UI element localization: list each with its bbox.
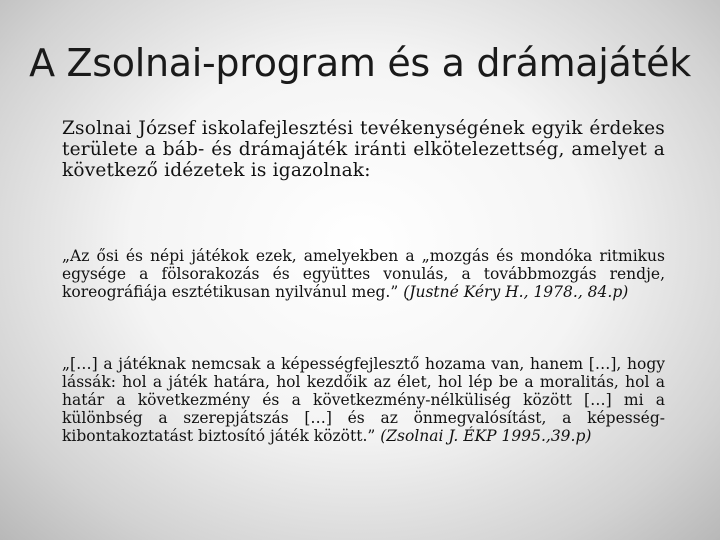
quote-1-citation: (Justné Kéry H., 1978., 84.p) — [398, 283, 629, 301]
quote-2-text: „[…] a játéknak nemcsak a képességfejlesztő hozama van, hanem […], hogy lássák: hol a játék határa, hol kezdőik az élet, hol lép be a moralitás, hol a határ a következmény és a következmény-nélküliség között […] mi a különbség a szerepjátszás […] és az önmegvalósítást, a képesség-kibontakoztatást biztosító játék között.” — [62, 355, 665, 445]
quote-paragraph-2 — [62, 355, 665, 445]
quote-2-citation: (Zsolnai J. ÉKP 1995.,39.p) — [375, 427, 592, 445]
quote-1-text: „Az ősi és népi játékok ezek, amelyekben a „mozgás és mondóka ritmikus egysége a fölsorakozás és együttes vonulás, a továbbmozgás rendje, koreográfiája esztétikusan nyilvánul meg.” — [62, 247, 665, 301]
intro-paragraph: Zsolnai József iskolafejlesztési tevékenységének egyik érdekes területe a báb- és drámajáték iránti elkötelezettség, amelyet a következő idézetek is igazolnak: — [62, 118, 665, 181]
quote-paragraph-1 — [62, 247, 665, 301]
slide-title: A Zsolnai-program és a drámajáték — [29, 41, 691, 85]
